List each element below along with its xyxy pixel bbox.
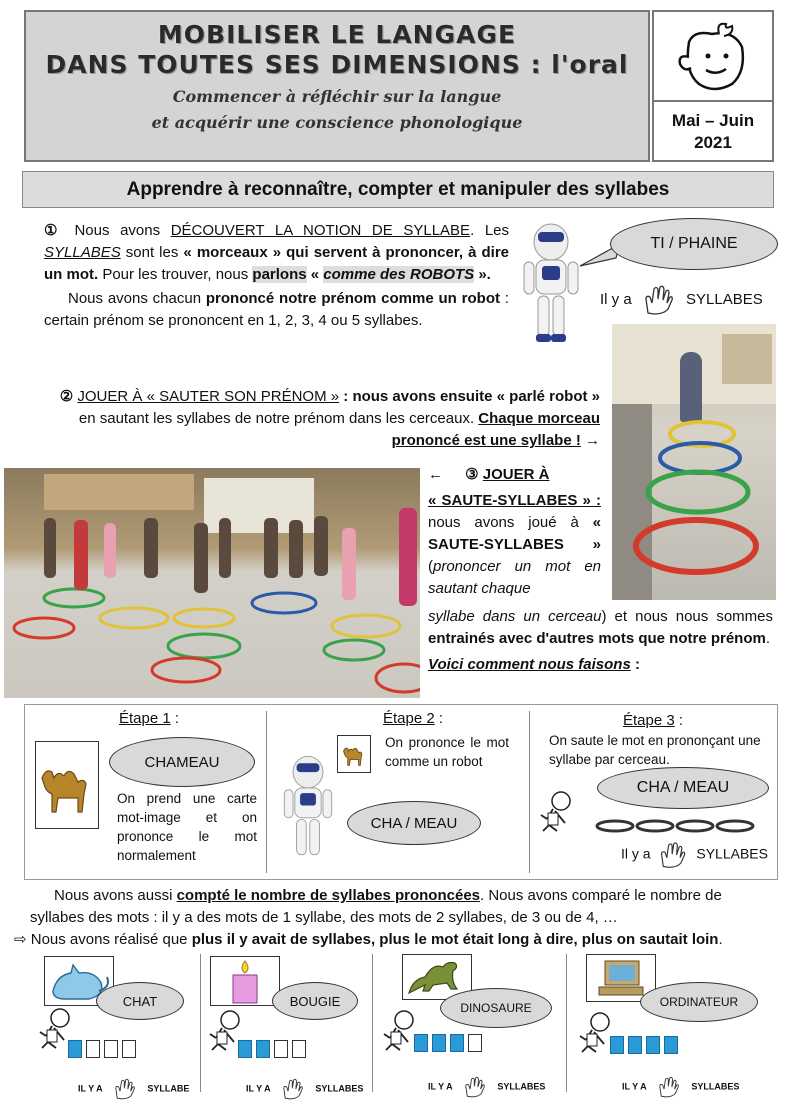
date-box <box>652 100 774 162</box>
b-p1-bold: compté le nombre de syllabes prononcées <box>176 887 481 904</box>
step-divider <box>266 711 267 873</box>
s1-text: Pour les trouver, nous <box>98 266 253 283</box>
il-y-a-label: IL Y A <box>622 1081 647 1092</box>
il-y-a-label: IL Y A <box>78 1083 103 1094</box>
camel-icon <box>338 736 370 772</box>
title-line-4: et acquérir une conscience phonologique <box>151 113 523 132</box>
steps-box <box>24 704 778 880</box>
title-line-2: DANS TOUTES SES DIMENSIONS : l'oral <box>45 50 629 79</box>
word-card-bougie <box>210 956 280 1006</box>
s3-saute-syllabes-2: « SAUTE-SYLLABES » <box>428 514 601 553</box>
panel-divider <box>566 954 567 1092</box>
step-1-title <box>119 709 179 728</box>
s1-text: . Les <box>470 222 510 239</box>
title-line-3: Commencer à réfléchir sur la langue <box>172 87 502 106</box>
speech-bubble-tiphaine: TI / PHAINE <box>610 218 778 270</box>
panel-divider <box>200 954 201 1092</box>
b-p2-period: . <box>718 931 723 948</box>
s1-p2-bold: prononcé notre prénom comme un robot <box>205 290 500 307</box>
step-1-title-text: Étape 1 <box>119 710 171 727</box>
syllabes-label: SYLLABES <box>686 290 763 308</box>
double-arrow-icon: ⇨ <box>14 931 27 948</box>
il-y-a-label: Il y a <box>600 290 632 308</box>
header-title-box <box>24 10 650 162</box>
step-3-desc: On saute le mot en prononçant une syllabe par cerceau. <box>549 733 761 767</box>
step-2-desc: On prononce le mot comme un robot <box>385 735 509 769</box>
candle-icon <box>211 957 279 1005</box>
jumping-child-icon <box>537 789 577 835</box>
count-label <box>78 1078 189 1100</box>
count-label <box>622 1076 739 1098</box>
step-3-title-text: Étape 3 <box>623 712 675 729</box>
speech-bubble-chat: CHAT <box>96 982 184 1020</box>
b-p2-bold: plus il y avait de syllabes, plus le mot était long à dire, plus on sautait loin <box>191 931 719 948</box>
s1-notion: DÉCOUVERT LA NOTION DE SYLLABE <box>170 222 471 239</box>
speech-bubble-chameau: CHAMEAU <box>109 737 255 787</box>
date-year: 2021 <box>694 133 732 152</box>
s1-text: sont les <box>120 244 184 261</box>
section-1-number: ① <box>44 222 64 239</box>
s1-p2-text: Nous avons chacun <box>68 290 206 307</box>
s2-parle-robot: « parlé robot » <box>496 388 600 405</box>
step-divider <box>529 711 530 873</box>
s2-text: : nous avons ensuite <box>339 388 497 405</box>
hand-count-icon <box>281 1078 305 1100</box>
step-1-desc: On prend une carte mot-image et on prononce le mot normalement <box>117 791 257 863</box>
robot-icon <box>279 747 337 871</box>
s3-paren: ( <box>428 558 433 575</box>
syllable-squares <box>238 1040 310 1062</box>
s2-title: JOUER À « SAUTER SON PRÉNOM » <box>77 388 340 405</box>
s1-quote-end: ». <box>474 266 491 283</box>
step-3-count <box>621 841 768 869</box>
section-3-number: ③ <box>465 466 479 483</box>
s3-saute-syllabes: « SAUTE-SYLLABES » : <box>428 492 601 509</box>
count-label-top <box>600 285 763 315</box>
face-logo-icon <box>654 12 772 100</box>
photo-class-hoops <box>4 468 420 698</box>
speech-bubble-dinosaure: DINOSAURE <box>440 988 552 1028</box>
b-p2-text: Nous avons réalisé que <box>26 931 192 948</box>
s2-chaque: Chaque morceau prononcé est une syllabe ! <box>391 410 600 449</box>
left-arrow-icon: ← <box>428 466 443 483</box>
s3-entraines: entrainés avec d'autres mots que notre prénom <box>428 630 766 647</box>
count-label <box>428 1076 545 1098</box>
logo-box <box>652 10 774 102</box>
hand-count-icon <box>113 1078 137 1100</box>
step-2-title <box>383 709 443 728</box>
s3-prononcer: prononcer un mot en sautant chaque <box>428 558 601 597</box>
il-y-a-label: IL Y A <box>428 1081 453 1092</box>
voici-heading: Voici comment nous faisons <box>428 656 631 673</box>
syllable-squares <box>610 1036 682 1058</box>
syllable-squares <box>68 1040 140 1062</box>
s1-syllabes: SYLLABES <box>44 244 121 261</box>
syllabes-label: SYLLABES <box>497 1081 546 1092</box>
s3-period: . <box>765 630 771 647</box>
il-y-a-label: IL Y A <box>246 1083 271 1094</box>
syllabe-label: SYLLABE <box>147 1083 190 1094</box>
hand-count-icon <box>658 841 688 869</box>
word-panels <box>10 952 790 1100</box>
step-2-colon: : <box>434 710 444 727</box>
subtitle-banner: Apprendre à reconnaître, compter et manipuler des syllabes <box>22 171 774 208</box>
step-2-title-text: Étape 2 <box>383 710 435 727</box>
s2-text-2: en sautant les syllabes de notre prénom dans les cerceaux. <box>78 410 479 427</box>
hand-count-icon <box>463 1076 487 1098</box>
s3-text: nous avons joué à <box>428 514 593 531</box>
voici-colon: : <box>630 656 640 673</box>
s1-quote: « <box>306 266 324 283</box>
syllabes-label: SYLLABES <box>315 1083 364 1094</box>
s3-syllabe-cerceau: syllabe dans un cerceau <box>428 608 602 625</box>
b-p1-text: Nous avons aussi <box>54 887 177 904</box>
s3-text-2: ) et nous nous sommes <box>601 608 773 625</box>
panel-divider <box>372 954 373 1092</box>
s1-morceaux: « morceaux » qui servent à prononcer, à dire un mot. <box>44 244 509 283</box>
photo-hoops-vertical <box>612 324 776 600</box>
step-3-title <box>623 711 683 730</box>
camel-card-small <box>337 735 371 773</box>
s1-p2-text: : certain prénom se prononcent en 1, 2, 3, 4 ou 5 syllabes. <box>44 290 509 329</box>
date-months: Mai – Juin <box>671 111 755 130</box>
title-line-1: MOBILISER LE LANGAGE <box>157 20 517 49</box>
count-label <box>246 1078 363 1100</box>
section-2-text <box>40 386 600 452</box>
s3-title: JOUER À <box>482 466 550 483</box>
bottom-text <box>14 885 770 951</box>
speech-bubble-ordinateur: ORDINATEUR <box>640 982 758 1022</box>
hoops-row-icon <box>595 819 775 833</box>
hoops-svg <box>612 324 776 600</box>
speech-bubble-chameau-robot: CHA / MEAU <box>347 801 481 845</box>
s1-text: Nous avons <box>63 222 171 239</box>
syllabes-label: SYLLABES <box>691 1081 740 1092</box>
il-y-a-label: Il y a <box>621 845 651 862</box>
s1-robots: comme des ROBOTS <box>323 266 475 283</box>
right-arrow-icon: → <box>580 432 600 449</box>
s1-paragraph-2 <box>44 288 509 332</box>
robot-icon <box>518 222 584 346</box>
section-1-text <box>44 220 509 332</box>
hand-count-icon <box>657 1076 681 1098</box>
section-2-number: ② <box>59 388 74 405</box>
section-3-text-cont <box>428 606 773 676</box>
camel-card <box>35 741 99 829</box>
section-3-text <box>428 464 601 600</box>
hand-count-icon <box>642 285 676 315</box>
syllabes-label: SYLLABES <box>696 845 768 862</box>
camel-icon <box>36 742 98 828</box>
b-p1-text-2: . Nous avons comparé le nombre de syllabes des mots : il y a des mots de 1 syllabe, des mots de 2 syllabes, de 3 ou de 4, … <box>30 887 722 926</box>
speech-bubble-bougie: BOUGIE <box>272 982 358 1020</box>
step-3-colon: : <box>674 712 684 729</box>
speech-bubble-step3: CHA / MEAU <box>597 767 769 809</box>
step-1-colon: : <box>170 710 180 727</box>
s1-parlons: parlons <box>252 266 307 283</box>
syllable-squares <box>414 1034 486 1056</box>
floor-hoops-svg <box>4 468 420 698</box>
